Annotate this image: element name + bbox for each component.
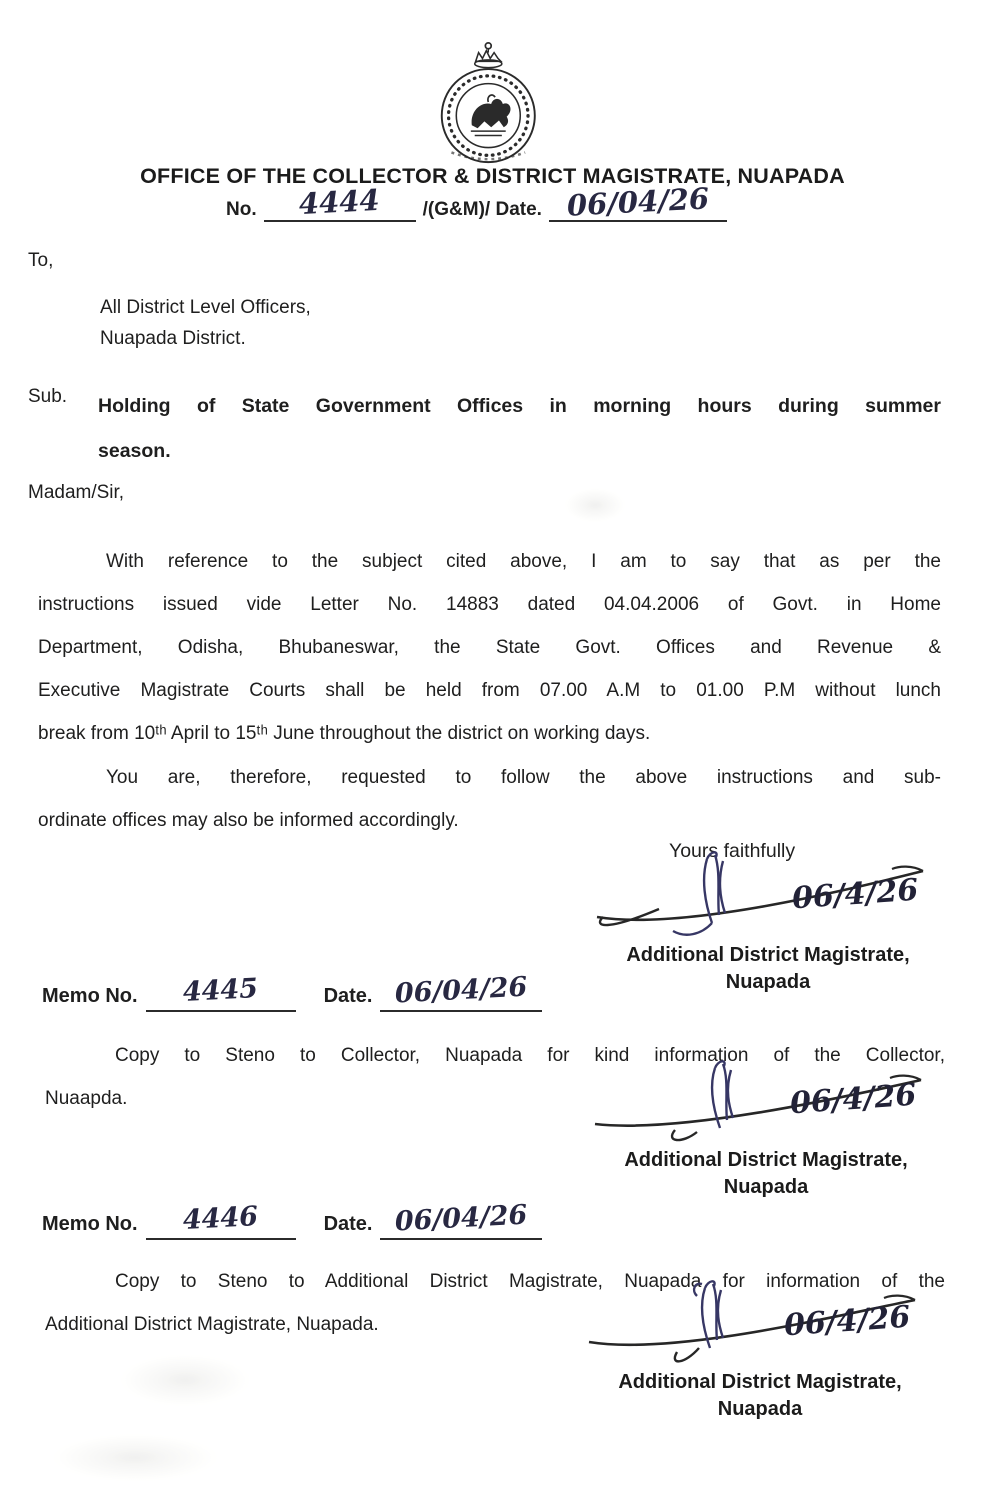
signatory-place: Nuapada bbox=[725, 971, 811, 993]
signature-3 bbox=[581, 1276, 926, 1369]
office-title: OFFICE OF THE COLLECTOR & DISTRICT MAGISTRATE, NUAPADA bbox=[140, 164, 845, 188]
addressee-block bbox=[100, 292, 311, 354]
addressee-line: All District Level Officers, bbox=[100, 297, 311, 318]
salutation: Madam/Sir, bbox=[28, 482, 125, 503]
memo-date-label: Date. bbox=[323, 985, 373, 1007]
signature-date: 06/4/26 bbox=[788, 1077, 918, 1122]
memo-date-value: 06/04/26 bbox=[394, 1199, 529, 1238]
copy-line: Copy to Steno to Additional District Magistrate, Nuapada for information of the bbox=[115, 1271, 945, 1292]
memo-row-1 bbox=[42, 971, 542, 1012]
signature-2 bbox=[587, 1054, 932, 1147]
memo-number-field bbox=[146, 1201, 296, 1240]
memo-number-field bbox=[146, 973, 296, 1012]
letter-number-value: 4444 bbox=[298, 182, 381, 222]
memo-date-label: Date. bbox=[323, 1213, 373, 1235]
body-line: instructions issued vide Letter No. 14883 dated 04.04.2006 of Govt. in Home bbox=[38, 594, 941, 615]
reference-line bbox=[0, 181, 969, 223]
signature-1 bbox=[589, 849, 934, 942]
letter-date-value: 06/04/26 bbox=[565, 181, 710, 223]
memo-number-value: 4445 bbox=[182, 973, 259, 1008]
signatory-place: Nuapada bbox=[723, 1176, 809, 1198]
copy-line: Nuaapda. bbox=[45, 1088, 128, 1109]
odisha-state-emblem bbox=[429, 40, 547, 171]
signatory-designation: Additional District Magistrate, bbox=[624, 1149, 908, 1171]
gm-date-label: /(G&M)/ Date. bbox=[422, 199, 542, 220]
closing-yours: Yours faithfully bbox=[669, 840, 796, 862]
body-line: break from 10ᵗʰ April to 15ᵗʰ June throughout the district on working days. bbox=[38, 723, 651, 744]
memo-date-field bbox=[380, 1199, 542, 1240]
subject-line: season. bbox=[98, 440, 171, 462]
body-line: ordinate offices may also be informed accordingly. bbox=[38, 810, 459, 831]
body-line: With reference to the subject cited above, I am to say that as per the bbox=[106, 551, 941, 572]
scan-smudge bbox=[110, 1350, 260, 1410]
memo-label: Memo No. bbox=[42, 985, 138, 1007]
memo-number-value: 4446 bbox=[182, 1201, 259, 1236]
copy-line: Copy to Steno to Collector, Nuapada for kind information of the Collector, bbox=[115, 1045, 945, 1066]
scan-smudge bbox=[40, 1430, 230, 1485]
signatory-place: Nuapada bbox=[717, 1398, 803, 1420]
body-line: You are, therefore, requested to follow the above instructions and sub- bbox=[106, 767, 941, 788]
memo-date-value: 06/04/26 bbox=[394, 971, 529, 1010]
body-line: Executive Magistrate Courts shall be held from 07.00 A.M to 01.00 P.M without lunch bbox=[38, 680, 941, 701]
signature-date: 06/4/26 bbox=[782, 1299, 912, 1344]
scan-smudge bbox=[560, 485, 630, 525]
body-paragraph-1 bbox=[38, 540, 941, 755]
to-label: To, bbox=[28, 250, 54, 271]
subject-label: Sub. bbox=[28, 386, 68, 407]
copy-line: Additional District Magistrate, Nuapada. bbox=[45, 1314, 379, 1335]
addressee-line: Nuapada District. bbox=[100, 328, 246, 349]
memo2-signature-block bbox=[581, 1290, 939, 1423]
letter-number-field bbox=[264, 182, 416, 222]
subject-line: Holding of State Government Offices in morning hours during summer bbox=[98, 395, 941, 417]
body-paragraph-2 bbox=[38, 756, 941, 842]
no-label: No. bbox=[226, 199, 257, 220]
signature-date: 06/4/26 bbox=[790, 872, 920, 917]
letter-date-field bbox=[549, 181, 727, 223]
subject-text bbox=[98, 384, 941, 474]
emblem-graphic bbox=[429, 40, 547, 166]
closing-signature-block bbox=[589, 840, 947, 996]
memo-row-2 bbox=[42, 1199, 542, 1240]
memo-label: Memo No. bbox=[42, 1213, 138, 1235]
memo1-signature-block bbox=[587, 1068, 945, 1201]
signatory-designation: Additional District Magistrate, bbox=[618, 1371, 902, 1393]
signatory-designation: Additional District Magistrate, bbox=[626, 944, 910, 966]
memo-date-field bbox=[380, 971, 542, 1012]
body-line: Department, Odisha, Bhubaneswar, the State Govt. Offices and Revenue & bbox=[38, 637, 941, 658]
